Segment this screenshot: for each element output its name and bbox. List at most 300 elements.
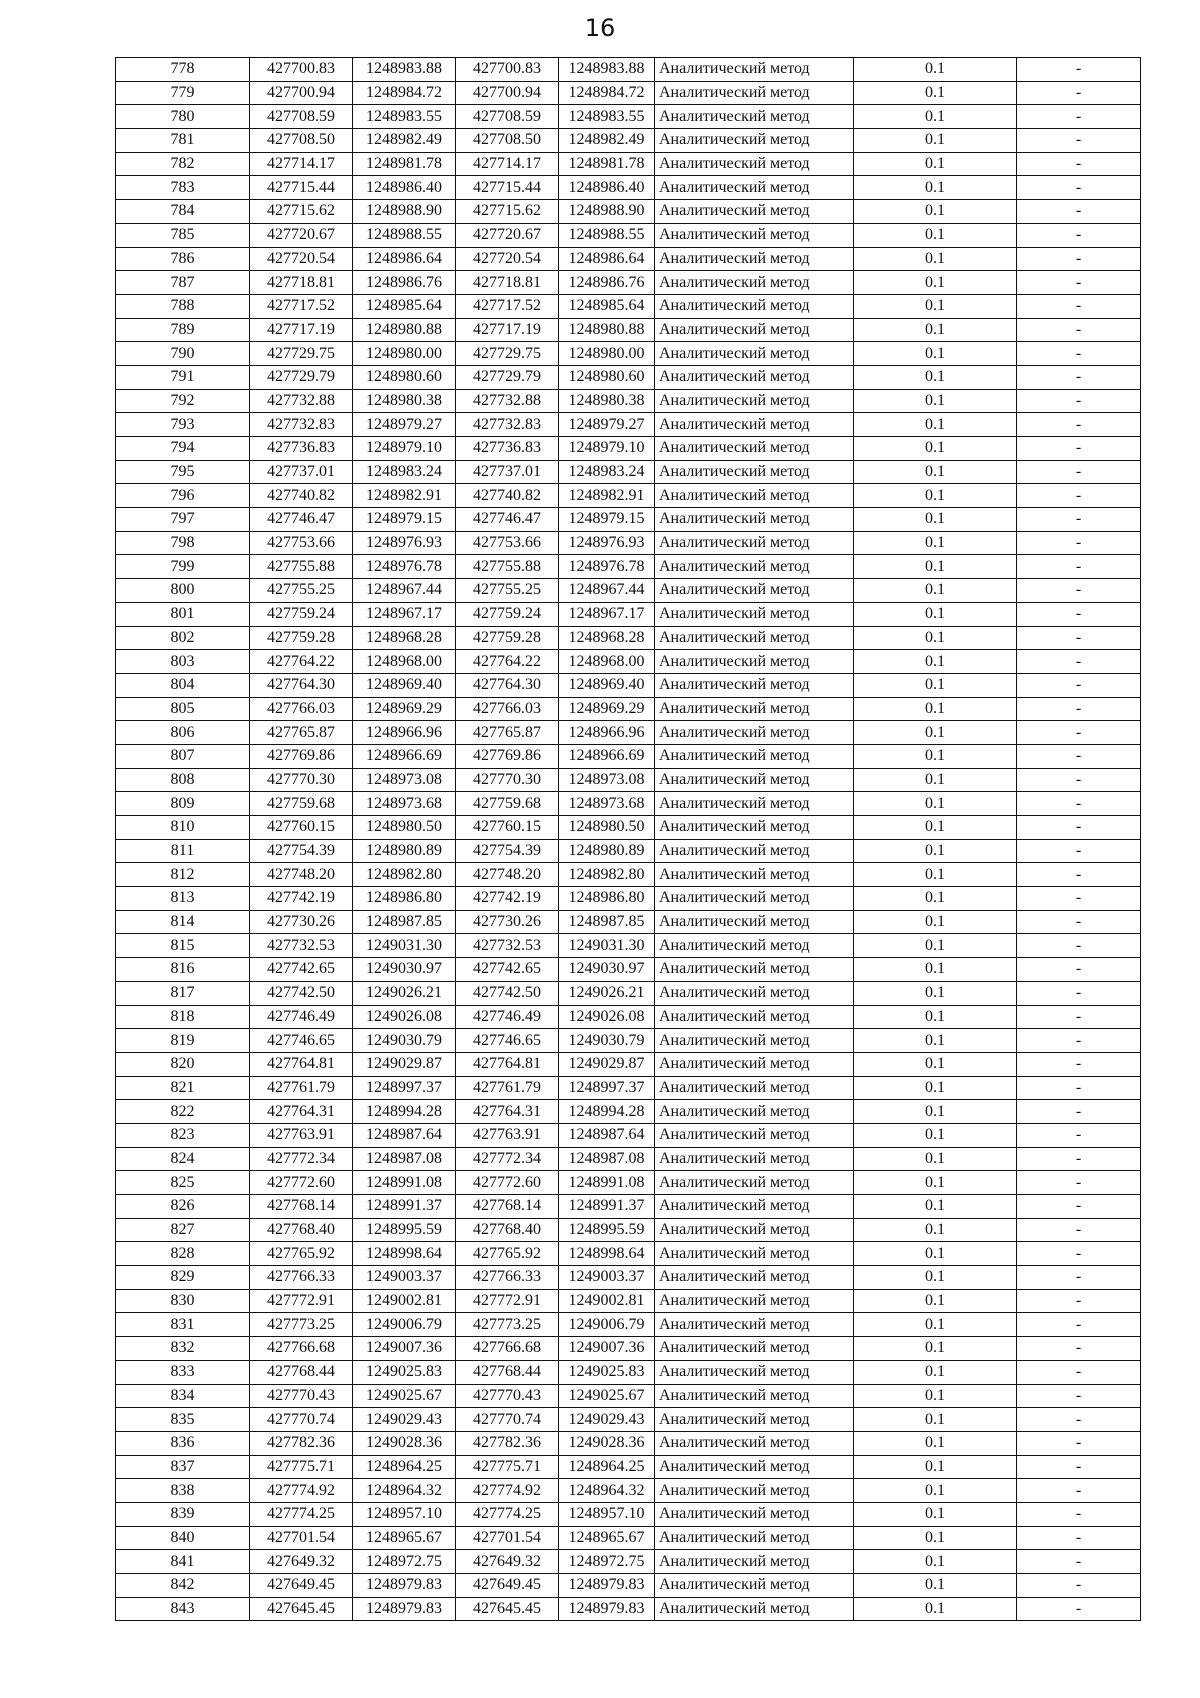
x-coord-cell: 427708.59 [456,105,559,129]
accuracy-cell: 0.1 [854,460,1017,484]
table-row [116,58,1141,82]
table-row [116,863,1141,887]
method-cell: Аналитический метод [655,58,854,82]
table-row [116,816,1141,840]
x-coord-cell: 427717.52 [456,294,559,318]
y-coord-cell: 1248966.69 [559,744,655,768]
y-coord-cell: 1249029.87 [353,1052,456,1076]
accuracy-cell: 0.1 [854,318,1017,342]
y-coord-cell: 1248968.28 [559,626,655,650]
table-row [116,721,1141,745]
y-coord-cell: 1249025.67 [353,1384,456,1408]
y-coord-cell: 1248981.78 [559,152,655,176]
method-cell: Аналитический метод [655,176,854,200]
method-cell: Аналитический метод [655,697,854,721]
point-number-cell: 840 [116,1526,250,1550]
y-coord-cell: 1248991.08 [559,1171,655,1195]
x-coord-cell: 427645.45 [250,1597,353,1621]
y-coord-cell: 1248986.40 [353,176,456,200]
y-coord-cell: 1248986.76 [559,271,655,295]
x-coord-cell: 427729.75 [250,342,353,366]
table-row [116,460,1141,484]
accuracy-cell: 0.1 [854,1550,1017,1574]
note-cell: - [1017,697,1141,721]
note-cell: - [1017,1076,1141,1100]
x-coord-cell: 427708.59 [250,105,353,129]
x-coord-cell: 427770.74 [456,1408,559,1432]
x-coord-cell: 427732.53 [250,934,353,958]
y-coord-cell: 1248983.88 [559,58,655,82]
x-coord-cell: 427645.45 [456,1597,559,1621]
y-coord-cell: 1248980.38 [559,389,655,413]
method-cell: Аналитический метод [655,910,854,934]
note-cell: - [1017,152,1141,176]
x-coord-cell: 427732.83 [250,413,353,437]
table-row [116,484,1141,508]
point-number-cell: 816 [116,958,250,982]
point-number-cell: 843 [116,1597,250,1621]
accuracy-cell: 0.1 [854,934,1017,958]
table-row [116,342,1141,366]
point-number-cell: 781 [116,129,250,153]
point-number-cell: 782 [116,152,250,176]
y-coord-cell: 1249002.81 [353,1289,456,1313]
accuracy-cell: 0.1 [854,887,1017,911]
table-row [116,1195,1141,1219]
y-coord-cell: 1248982.91 [353,484,456,508]
point-number-cell: 842 [116,1574,250,1598]
method-cell: Аналитический метод [655,1502,854,1526]
table-row [116,1597,1141,1621]
accuracy-cell: 0.1 [854,105,1017,129]
y-coord-cell: 1248964.25 [353,1455,456,1479]
note-cell: - [1017,81,1141,105]
y-coord-cell: 1248982.80 [559,863,655,887]
method-cell: Аналитический метод [655,768,854,792]
x-coord-cell: 427766.03 [456,697,559,721]
method-cell: Аналитический метод [655,863,854,887]
x-coord-cell: 427773.25 [456,1313,559,1337]
y-coord-cell: 1249026.21 [353,981,456,1005]
x-coord-cell: 427763.91 [456,1123,559,1147]
table-row [116,1100,1141,1124]
table-row [116,531,1141,555]
note-cell: - [1017,744,1141,768]
y-coord-cell: 1248985.64 [559,294,655,318]
accuracy-cell: 0.1 [854,342,1017,366]
table-row [116,200,1141,224]
method-cell: Аналитический метод [655,1052,854,1076]
table-row [116,555,1141,579]
method-cell: Аналитический метод [655,271,854,295]
method-cell: Аналитический метод [655,1171,854,1195]
accuracy-cell: 0.1 [854,816,1017,840]
accuracy-cell: 0.1 [854,579,1017,603]
y-coord-cell: 1248980.60 [353,365,456,389]
y-coord-cell: 1249031.30 [353,934,456,958]
x-coord-cell: 427718.81 [250,271,353,295]
table-row [116,1076,1141,1100]
x-coord-cell: 427754.39 [456,839,559,863]
accuracy-cell: 0.1 [854,1147,1017,1171]
point-number-cell: 829 [116,1266,250,1290]
point-number-cell: 833 [116,1360,250,1384]
y-coord-cell: 1248969.40 [353,673,456,697]
method-cell: Аналитический метод [655,792,854,816]
y-coord-cell: 1249030.79 [559,1029,655,1053]
y-coord-cell: 1248967.44 [559,579,655,603]
x-coord-cell: 427768.44 [456,1360,559,1384]
table-row [116,365,1141,389]
x-coord-cell: 427759.24 [456,602,559,626]
accuracy-cell: 0.1 [854,1313,1017,1337]
table-row [116,152,1141,176]
x-coord-cell: 427715.62 [250,200,353,224]
y-coord-cell: 1248980.88 [353,318,456,342]
accuracy-cell: 0.1 [854,1455,1017,1479]
method-cell: Аналитический метод [655,1550,854,1574]
method-cell: Аналитический метод [655,1574,854,1598]
table-row [116,839,1141,863]
method-cell: Аналитический метод [655,129,854,153]
method-cell: Аналитический метод [655,413,854,437]
note-cell: - [1017,200,1141,224]
x-coord-cell: 427754.39 [250,839,353,863]
accuracy-cell: 0.1 [854,1123,1017,1147]
point-number-cell: 841 [116,1550,250,1574]
accuracy-cell: 0.1 [854,1574,1017,1598]
point-number-cell: 784 [116,200,250,224]
x-coord-cell: 427759.28 [250,626,353,650]
x-coord-cell: 427764.31 [250,1100,353,1124]
x-coord-cell: 427714.17 [456,152,559,176]
y-coord-cell: 1248979.83 [353,1574,456,1598]
accuracy-cell: 0.1 [854,1384,1017,1408]
accuracy-cell: 0.1 [854,484,1017,508]
note-cell: - [1017,673,1141,697]
y-coord-cell: 1248980.50 [353,816,456,840]
y-coord-cell: 1248967.17 [559,602,655,626]
point-number-cell: 804 [116,673,250,697]
x-coord-cell: 427720.67 [456,223,559,247]
x-coord-cell: 427746.47 [456,508,559,532]
accuracy-cell: 0.1 [854,1242,1017,1266]
y-coord-cell: 1248982.49 [559,129,655,153]
note-cell: - [1017,1171,1141,1195]
point-number-cell: 832 [116,1337,250,1361]
accuracy-cell: 0.1 [854,81,1017,105]
point-number-cell: 806 [116,721,250,745]
x-coord-cell: 427700.94 [456,81,559,105]
table-row [116,934,1141,958]
point-number-cell: 794 [116,437,250,461]
accuracy-cell: 0.1 [854,223,1017,247]
x-coord-cell: 427717.52 [250,294,353,318]
method-cell: Аналитический метод [655,200,854,224]
accuracy-cell: 0.1 [854,1526,1017,1550]
y-coord-cell: 1248998.64 [353,1242,456,1266]
accuracy-cell: 0.1 [854,1171,1017,1195]
accuracy-cell: 0.1 [854,437,1017,461]
y-coord-cell: 1248983.88 [353,58,456,82]
method-cell: Аналитический метод [655,1360,854,1384]
accuracy-cell: 0.1 [854,294,1017,318]
accuracy-cell: 0.1 [854,389,1017,413]
point-number-cell: 807 [116,744,250,768]
y-coord-cell: 1249029.43 [559,1408,655,1432]
y-coord-cell: 1248994.28 [353,1100,456,1124]
y-coord-cell: 1248980.60 [559,365,655,389]
point-number-cell: 780 [116,105,250,129]
accuracy-cell: 0.1 [854,152,1017,176]
x-coord-cell: 427701.54 [456,1526,559,1550]
y-coord-cell: 1248997.37 [353,1076,456,1100]
x-coord-cell: 427649.32 [456,1550,559,1574]
x-coord-cell: 427770.74 [250,1408,353,1432]
method-cell: Аналитический метод [655,816,854,840]
x-coord-cell: 427700.83 [456,58,559,82]
y-coord-cell: 1248987.85 [559,910,655,934]
point-number-cell: 824 [116,1147,250,1171]
y-coord-cell: 1248984.72 [559,81,655,105]
method-cell: Аналитический метод [655,437,854,461]
accuracy-cell: 0.1 [854,626,1017,650]
y-coord-cell: 1248983.24 [559,460,655,484]
accuracy-cell: 0.1 [854,247,1017,271]
method-cell: Аналитический метод [655,1266,854,1290]
x-coord-cell: 427729.75 [456,342,559,366]
x-coord-cell: 427732.53 [456,934,559,958]
point-number-cell: 795 [116,460,250,484]
note-cell: - [1017,1408,1141,1432]
accuracy-cell: 0.1 [854,1479,1017,1503]
table-row [116,1526,1141,1550]
x-coord-cell: 427732.88 [250,389,353,413]
accuracy-cell: 0.1 [854,508,1017,532]
y-coord-cell: 1249006.79 [353,1313,456,1337]
y-coord-cell: 1248985.64 [353,294,456,318]
note-cell: - [1017,1266,1141,1290]
note-cell: - [1017,1052,1141,1076]
y-coord-cell: 1248995.59 [559,1218,655,1242]
table-row [116,792,1141,816]
accuracy-cell: 0.1 [854,958,1017,982]
x-coord-cell: 427701.54 [250,1526,353,1550]
y-coord-cell: 1248973.68 [559,792,655,816]
note-cell: - [1017,1502,1141,1526]
method-cell: Аналитический метод [655,460,854,484]
method-cell: Аналитический метод [655,579,854,603]
accuracy-cell: 0.1 [854,910,1017,934]
x-coord-cell: 427775.71 [250,1455,353,1479]
note-cell: - [1017,223,1141,247]
x-coord-cell: 427765.87 [250,721,353,745]
point-number-cell: 783 [116,176,250,200]
x-coord-cell: 427746.49 [456,1005,559,1029]
note-cell: - [1017,1384,1141,1408]
x-coord-cell: 427760.15 [250,816,353,840]
table-row [116,1479,1141,1503]
note-cell: - [1017,1337,1141,1361]
point-number-cell: 801 [116,602,250,626]
method-cell: Аналитический метод [655,1431,854,1455]
note-cell: - [1017,839,1141,863]
x-coord-cell: 427768.40 [250,1218,353,1242]
method-cell: Аналитический метод [655,744,854,768]
y-coord-cell: 1248982.80 [353,863,456,887]
x-coord-cell: 427768.40 [456,1218,559,1242]
point-number-cell: 792 [116,389,250,413]
y-coord-cell: 1248965.67 [559,1526,655,1550]
table-row [116,1337,1141,1361]
x-coord-cell: 427746.47 [250,508,353,532]
accuracy-cell: 0.1 [854,1076,1017,1100]
x-coord-cell: 427766.33 [250,1266,353,1290]
table-row [116,579,1141,603]
y-coord-cell: 1248966.96 [353,721,456,745]
note-cell: - [1017,389,1141,413]
table-row [116,1408,1141,1432]
method-cell: Аналитический метод [655,1123,854,1147]
method-cell: Аналитический метод [655,1337,854,1361]
y-coord-cell: 1248957.10 [353,1502,456,1526]
y-coord-cell: 1248980.88 [559,318,655,342]
table-row [116,626,1141,650]
method-cell: Аналитический метод [655,721,854,745]
point-number-cell: 836 [116,1431,250,1455]
y-coord-cell: 1249003.37 [559,1266,655,1290]
y-coord-cell: 1248967.44 [353,579,456,603]
method-cell: Аналитический метод [655,1455,854,1479]
x-coord-cell: 427714.17 [250,152,353,176]
method-cell: Аналитический метод [655,1100,854,1124]
x-coord-cell: 427729.79 [250,365,353,389]
x-coord-cell: 427764.81 [456,1052,559,1076]
y-coord-cell: 1248983.24 [353,460,456,484]
y-coord-cell: 1248981.78 [353,152,456,176]
method-cell: Аналитический метод [655,839,854,863]
x-coord-cell: 427761.79 [456,1076,559,1100]
note-cell: - [1017,294,1141,318]
table-row [116,105,1141,129]
x-coord-cell: 427765.92 [250,1242,353,1266]
note-cell: - [1017,342,1141,366]
method-cell: Аналитический метод [655,958,854,982]
y-coord-cell: 1248976.93 [559,531,655,555]
y-coord-cell: 1248983.55 [559,105,655,129]
method-cell: Аналитический метод [655,1479,854,1503]
x-coord-cell: 427764.31 [456,1100,559,1124]
y-coord-cell: 1249031.30 [559,934,655,958]
table-row [116,981,1141,1005]
method-cell: Аналитический метод [655,318,854,342]
y-coord-cell: 1248972.75 [353,1550,456,1574]
y-coord-cell: 1248967.17 [353,602,456,626]
accuracy-cell: 0.1 [854,1408,1017,1432]
note-cell: - [1017,887,1141,911]
point-number-cell: 800 [116,579,250,603]
x-coord-cell: 427770.30 [250,768,353,792]
x-coord-cell: 427765.87 [456,721,559,745]
y-coord-cell: 1249026.08 [353,1005,456,1029]
x-coord-cell: 427736.83 [250,437,353,461]
y-coord-cell: 1248988.55 [559,223,655,247]
coordinates-table [115,57,1141,1621]
point-number-cell: 818 [116,1005,250,1029]
table-row [116,1431,1141,1455]
point-number-cell: 822 [116,1100,250,1124]
table-row [116,508,1141,532]
x-coord-cell: 427746.65 [456,1029,559,1053]
method-cell: Аналитический метод [655,365,854,389]
accuracy-cell: 0.1 [854,602,1017,626]
table-row [116,294,1141,318]
point-number-cell: 796 [116,484,250,508]
note-cell: - [1017,1455,1141,1479]
y-coord-cell: 1249002.81 [559,1289,655,1313]
page-number: 16 [584,14,616,42]
note-cell: - [1017,271,1141,295]
x-coord-cell: 427753.66 [456,531,559,555]
method-cell: Аналитический метод [655,484,854,508]
y-coord-cell: 1248987.64 [353,1123,456,1147]
point-number-cell: 790 [116,342,250,366]
x-coord-cell: 427774.25 [456,1502,559,1526]
table-row [116,271,1141,295]
x-coord-cell: 427732.83 [456,413,559,437]
note-cell: - [1017,555,1141,579]
note-cell: - [1017,1360,1141,1384]
y-coord-cell: 1248986.80 [559,887,655,911]
note-cell: - [1017,484,1141,508]
table-row [116,413,1141,437]
y-coord-cell: 1248966.96 [559,721,655,745]
note-cell: - [1017,579,1141,603]
x-coord-cell: 427715.62 [456,200,559,224]
x-coord-cell: 427761.79 [250,1076,353,1100]
y-coord-cell: 1249025.67 [559,1384,655,1408]
note-cell: - [1017,1123,1141,1147]
note-cell: - [1017,650,1141,674]
x-coord-cell: 427729.79 [456,365,559,389]
point-number-cell: 828 [116,1242,250,1266]
note-cell: - [1017,1479,1141,1503]
x-coord-cell: 427708.50 [250,129,353,153]
point-number-cell: 830 [116,1289,250,1313]
note-cell: - [1017,508,1141,532]
method-cell: Аналитический метод [655,81,854,105]
note-cell: - [1017,437,1141,461]
x-coord-cell: 427737.01 [456,460,559,484]
note-cell: - [1017,768,1141,792]
accuracy-cell: 0.1 [854,744,1017,768]
x-coord-cell: 427742.50 [456,981,559,1005]
method-cell: Аналитический метод [655,1029,854,1053]
y-coord-cell: 1248980.50 [559,816,655,840]
x-coord-cell: 427748.20 [456,863,559,887]
note-cell: - [1017,1289,1141,1313]
y-coord-cell: 1248988.55 [353,223,456,247]
y-coord-cell: 1248987.85 [353,910,456,934]
accuracy-cell: 0.1 [854,673,1017,697]
method-cell: Аналитический метод [655,1005,854,1029]
table-row [116,176,1141,200]
x-coord-cell: 427649.45 [250,1574,353,1598]
method-cell: Аналитический метод [655,1076,854,1100]
x-coord-cell: 427774.25 [250,1502,353,1526]
method-cell: Аналитический метод [655,294,854,318]
method-cell: Аналитический метод [655,934,854,958]
